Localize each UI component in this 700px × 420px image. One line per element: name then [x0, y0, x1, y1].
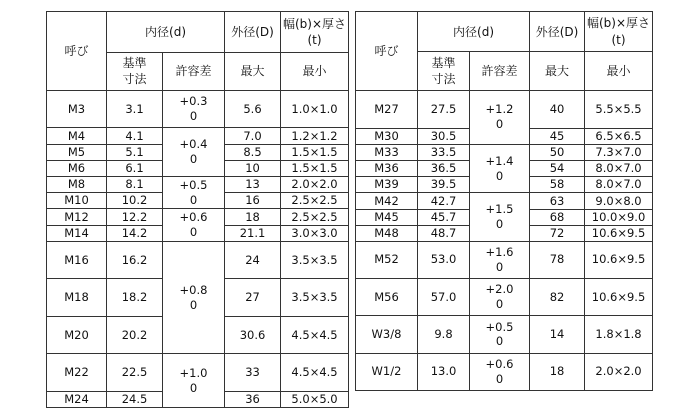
tolerance-plus: +0.6 — [485, 356, 514, 371]
header-inner-diameter: 内径(d) — [418, 12, 530, 52]
width-thickness-cell: 4.5×4.5 — [281, 316, 349, 353]
width-thickness-cell: 7.3×7.0 — [585, 145, 653, 161]
header-yobi: 呼び — [356, 12, 418, 91]
width-thickness-cell: 1.8×1.8 — [585, 316, 653, 353]
inner-diameter-cell: 36.5 — [418, 161, 470, 177]
size-cell: M39 — [356, 177, 418, 193]
width-thickness-cell: 1.2×1.2 — [281, 128, 349, 144]
width-thickness-cell: 4.5×4.5 — [281, 354, 349, 391]
header-yobi: 呼び — [47, 12, 107, 91]
width-thickness-cell: 5.5×5.5 — [585, 90, 653, 128]
width-thickness-cell: 2.0×2.0 — [585, 353, 653, 390]
header-width-thickness-line2: (t) — [611, 32, 626, 47]
tolerance-plus: +0.5 — [485, 319, 514, 334]
tolerance-plus: +2.0 — [485, 282, 514, 297]
outer-diameter-cell: 33 — [225, 354, 281, 391]
inner-diameter-cell: 30.5 — [418, 128, 470, 144]
inner-diameter-cell: 5.1 — [107, 144, 163, 160]
header-max: 最大 — [530, 52, 585, 90]
table-row — [356, 279, 653, 316]
right-spec-table — [355, 11, 653, 391]
outer-diameter-cell: 10 — [225, 160, 281, 176]
tolerance-plus: +1.6 — [485, 244, 514, 259]
inner-diameter-cell: 24.5 — [107, 391, 163, 407]
size-cell: M36 — [356, 161, 418, 177]
tolerance-cell — [163, 354, 225, 408]
inner-diameter-cell: 39.5 — [418, 177, 470, 193]
header-inner-diameter: 内径(d) — [107, 12, 225, 53]
outer-diameter-cell: 68 — [530, 209, 585, 225]
tolerance-minus: 0 — [495, 168, 504, 183]
table-row — [356, 353, 653, 390]
inner-diameter-cell: 14.2 — [107, 225, 163, 241]
inner-diameter-cell: 45.7 — [418, 209, 470, 225]
table-row — [356, 145, 653, 161]
tolerance-minus: 0 — [189, 297, 198, 312]
width-thickness-cell: 3.5×3.5 — [281, 241, 349, 278]
inner-diameter-cell: 18.2 — [107, 279, 163, 316]
table-row — [356, 316, 653, 353]
inner-diameter-cell: 48.7 — [418, 225, 470, 241]
inner-diameter-cell: 20.2 — [107, 316, 163, 353]
header-width-thickness-line1: 幅(b)×厚さ — [586, 16, 651, 31]
width-thickness-cell: 10.0×9.0 — [585, 209, 653, 225]
header-nominal-size-line2: 寸法 — [431, 71, 456, 86]
inner-diameter-cell: 57.0 — [418, 279, 470, 316]
outer-diameter-cell: 24 — [225, 241, 281, 278]
outer-diameter-cell: 63 — [530, 193, 585, 209]
tolerance-cell — [163, 177, 225, 209]
size-cell: M56 — [356, 279, 418, 316]
table-row — [356, 90, 653, 128]
size-cell: W3/8 — [356, 316, 418, 353]
outer-diameter-cell: 27 — [225, 279, 281, 316]
outer-diameter-cell: 18 — [225, 209, 281, 225]
width-thickness-cell: 3.0×3.0 — [281, 225, 349, 241]
size-cell: M24 — [47, 391, 107, 407]
outer-diameter-cell: 78 — [530, 241, 585, 278]
outer-diameter-cell: 14 — [530, 316, 585, 353]
left-spec-table — [46, 11, 349, 408]
outer-diameter-cell: 36 — [225, 391, 281, 407]
size-cell: M3 — [47, 90, 107, 127]
tolerance-cell — [163, 209, 225, 241]
tolerance-plus: +0.4 — [179, 137, 208, 152]
table-row — [356, 241, 653, 278]
outer-diameter-cell: 45 — [530, 128, 585, 144]
table-row — [47, 354, 349, 391]
tolerance-cell — [470, 241, 530, 278]
size-cell: M18 — [47, 279, 107, 316]
tolerance-minus: 0 — [495, 259, 504, 274]
outer-diameter-cell: 7.0 — [225, 128, 281, 144]
header-nominal-size-line2: 寸法 — [122, 72, 147, 87]
header-nominal-size — [107, 52, 163, 90]
outer-diameter-cell: 30.6 — [225, 316, 281, 353]
tolerance-minus: 0 — [189, 152, 198, 167]
tolerance-plus: +0.5 — [179, 177, 208, 192]
width-thickness-cell: 1.5×1.5 — [281, 160, 349, 176]
header-width-thickness — [585, 12, 653, 52]
inner-diameter-cell: 22.5 — [107, 354, 163, 391]
width-thickness-cell: 2.0×2.0 — [281, 177, 349, 193]
outer-diameter-cell: 82 — [530, 279, 585, 316]
tolerance-minus: 0 — [495, 217, 504, 232]
header-width-thickness-line2: (t) — [307, 32, 322, 47]
inner-diameter-cell: 27.5 — [418, 90, 470, 128]
table-row — [47, 128, 349, 144]
size-cell: M14 — [47, 225, 107, 241]
tolerance-plus: +1.2 — [485, 102, 514, 117]
size-cell: M45 — [356, 209, 418, 225]
inner-diameter-cell: 42.7 — [418, 193, 470, 209]
header-nominal-size-line1: 基準 — [122, 56, 147, 71]
tolerance-plus: +0.8 — [179, 282, 208, 297]
header-outer-diameter: 外径(D) — [530, 12, 585, 52]
size-cell: M6 — [47, 160, 107, 176]
tolerance-plus: +1.0 — [179, 365, 208, 380]
inner-diameter-cell: 33.5 — [418, 145, 470, 161]
outer-diameter-cell: 72 — [530, 225, 585, 241]
table-row — [356, 193, 653, 209]
size-cell: M20 — [47, 316, 107, 353]
tolerance-cell — [470, 90, 530, 144]
tolerance-minus: 0 — [495, 117, 504, 132]
size-cell: M10 — [47, 193, 107, 209]
tolerance-cell — [163, 90, 225, 127]
inner-diameter-cell: 8.1 — [107, 177, 163, 193]
size-cell: M4 — [47, 128, 107, 144]
tolerance-plus: +1.5 — [485, 202, 514, 217]
width-thickness-cell: 2.5×2.5 — [281, 209, 349, 225]
outer-diameter-cell: 18 — [530, 353, 585, 390]
size-cell: M42 — [356, 193, 418, 209]
inner-diameter-cell: 13.0 — [418, 353, 470, 390]
outer-diameter-cell: 40 — [530, 90, 585, 128]
width-thickness-cell: 2.5×2.5 — [281, 193, 349, 209]
width-thickness-cell: 10.6×9.5 — [585, 279, 653, 316]
table-row — [47, 241, 349, 278]
outer-diameter-cell: 8.5 — [225, 144, 281, 160]
size-cell: M33 — [356, 145, 418, 161]
tolerance-minus: 0 — [189, 109, 198, 124]
tolerance-cell — [163, 128, 225, 177]
header-nominal-size-line1: 基準 — [431, 55, 456, 70]
inner-diameter-cell: 16.2 — [107, 241, 163, 278]
inner-diameter-cell: 6.1 — [107, 160, 163, 176]
size-cell: M48 — [356, 225, 418, 241]
size-cell: M27 — [356, 90, 418, 128]
table-row — [47, 177, 349, 193]
outer-diameter-cell: 54 — [530, 161, 585, 177]
header-width-thickness-line1: 幅(b)×厚さ — [282, 16, 347, 31]
table-row — [47, 209, 349, 225]
size-cell: M22 — [47, 354, 107, 391]
outer-diameter-cell: 50 — [530, 145, 585, 161]
tolerance-cell — [470, 193, 530, 241]
tolerance-plus: +0.3 — [179, 94, 208, 109]
tolerance-cell — [163, 241, 225, 353]
size-cell: M52 — [356, 241, 418, 278]
header-min: 最小 — [585, 52, 653, 90]
inner-diameter-cell: 10.2 — [107, 193, 163, 209]
width-thickness-cell: 8.0×7.0 — [585, 161, 653, 177]
width-thickness-cell: 9.0×8.0 — [585, 193, 653, 209]
tolerance-cell — [470, 353, 530, 390]
header-tolerance: 許容差 — [163, 52, 225, 90]
tolerance-cell — [470, 316, 530, 353]
inner-diameter-cell: 9.8 — [418, 316, 470, 353]
width-thickness-cell: 10.6×9.5 — [585, 225, 653, 241]
size-cell: M5 — [47, 144, 107, 160]
tolerance-plus: +1.4 — [485, 153, 514, 168]
header-outer-diameter: 外径(D) — [225, 12, 281, 53]
tolerance-cell — [470, 145, 530, 193]
header-nominal-size — [418, 52, 470, 90]
size-cell: M8 — [47, 177, 107, 193]
tolerance-minus: 0 — [189, 225, 198, 240]
tolerance-minus: 0 — [495, 297, 504, 312]
tolerance-minus: 0 — [495, 371, 504, 386]
header-width-thickness — [281, 12, 349, 53]
header-max: 最大 — [225, 52, 281, 90]
tolerance-minus: 0 — [189, 192, 198, 207]
width-thickness-cell: 6.5×6.5 — [585, 128, 653, 144]
tolerance-plus: +0.6 — [179, 210, 208, 225]
outer-diameter-cell: 58 — [530, 177, 585, 193]
width-thickness-cell: 3.5×3.5 — [281, 279, 349, 316]
width-thickness-cell: 10.6×9.5 — [585, 241, 653, 278]
size-cell: W1/2 — [356, 353, 418, 390]
outer-diameter-cell: 13 — [225, 177, 281, 193]
outer-diameter-cell: 21.1 — [225, 225, 281, 241]
width-thickness-cell: 8.0×7.0 — [585, 177, 653, 193]
header-tolerance: 許容差 — [470, 52, 530, 90]
outer-diameter-cell: 5.6 — [225, 90, 281, 127]
width-thickness-cell: 5.0×5.0 — [281, 391, 349, 407]
inner-diameter-cell: 53.0 — [418, 241, 470, 278]
size-cell: M12 — [47, 209, 107, 225]
header-min: 最小 — [281, 52, 349, 90]
width-thickness-cell: 1.0×1.0 — [281, 90, 349, 127]
inner-diameter-cell: 3.1 — [107, 90, 163, 127]
tolerance-cell — [470, 279, 530, 316]
tolerance-minus: 0 — [189, 380, 198, 395]
size-cell: M16 — [47, 241, 107, 278]
width-thickness-cell: 1.5×1.5 — [281, 144, 349, 160]
table-row — [47, 90, 349, 127]
tolerance-minus: 0 — [495, 334, 504, 349]
size-cell: M30 — [356, 128, 418, 144]
inner-diameter-cell: 12.2 — [107, 209, 163, 225]
outer-diameter-cell: 16 — [225, 193, 281, 209]
inner-diameter-cell: 4.1 — [107, 128, 163, 144]
